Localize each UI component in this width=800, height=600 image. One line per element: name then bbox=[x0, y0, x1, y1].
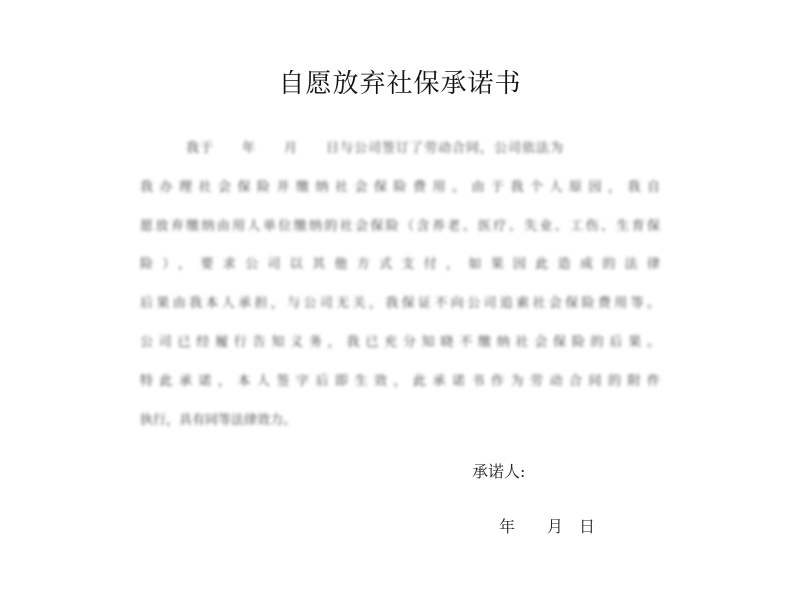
document-body bbox=[140, 130, 660, 440]
body-line: 我办理社会保险并缴纳社会保险费用。由于我个人原因，我自 bbox=[140, 179, 660, 195]
signature-label: 承诺人: bbox=[472, 462, 526, 481]
body-line: 我于 年 月 日与公司签订了劳动合同，公司依法为 bbox=[186, 141, 565, 156]
body-line: 后果由我本人承担，与公司无关，我保证不向公司追索社会保险费用等。 bbox=[140, 296, 660, 312]
body-line: 特此承诺，本人签字后即生效，此承诺书作为劳动合同的附件 bbox=[140, 373, 660, 389]
date-line: 年 月 日 bbox=[499, 517, 596, 536]
body-line: 执行，具有同等法律效力。 bbox=[140, 412, 297, 428]
body-line: 险），要求公司以其他方式支付，如果因此造成的法律 bbox=[140, 257, 660, 273]
body-line: 公司已经履行告知义务，我已充分知晓不缴纳社会保险的后果。 bbox=[140, 334, 660, 350]
document-title: 自愿放弃社保承诺书 bbox=[278, 69, 522, 99]
body-line: 愿放弃缴纳由用人单位缴纳的社会保险（含养老、医疗、失业、工伤、生育保 bbox=[140, 218, 660, 234]
